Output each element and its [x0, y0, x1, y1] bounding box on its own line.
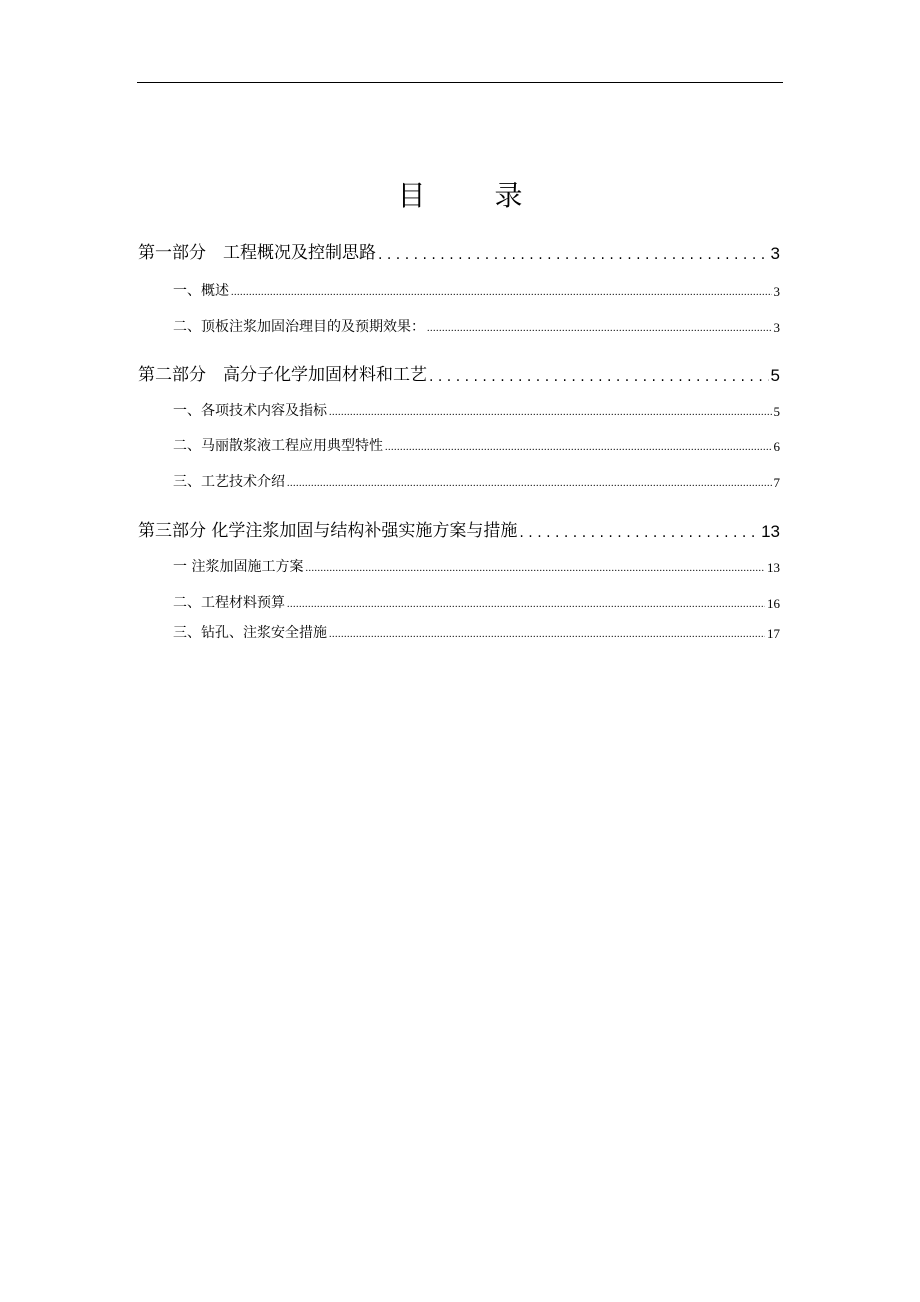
toc-entry-1-1[interactable]: [173, 278, 780, 298]
toc-entry-2-1[interactable]: [173, 398, 780, 418]
toc-entry-1-2[interactable]: [173, 314, 780, 334]
toc-page-number: 3: [773, 320, 780, 335]
toc-page-number: 5: [773, 404, 780, 419]
header-rule: [137, 82, 783, 83]
toc-entry-3-3[interactable]: [173, 620, 780, 640]
toc-entry-3-2[interactable]: [173, 590, 780, 610]
toc-leader-dots: [329, 404, 772, 418]
toc-entry-label: 三、工艺技术介绍: [173, 474, 285, 490]
toc-page-number: 7: [773, 475, 780, 490]
toc-entry-3-1[interactable]: [173, 554, 780, 574]
toc-entry-part-1[interactable]: [138, 238, 780, 262]
toc-entry-label: 一、各项技术内容及指标: [173, 403, 327, 419]
toc-entry-label: 一 注浆加固施工方案: [173, 559, 304, 575]
toc-page-number: 13: [767, 560, 780, 575]
toc-entry-label: 第二部分 高分子化学加固材料和工艺: [138, 365, 427, 385]
toc-leader-dots: [519, 523, 759, 540]
toc-entry-part-3[interactable]: [138, 516, 780, 540]
toc-entry-2-2[interactable]: [173, 433, 780, 453]
toc-entry-label: 二、顶板注浆加固治理目的及预期效果：: [173, 319, 425, 335]
toc-leader-dots: [287, 475, 772, 489]
toc-entry-label: 二、工程材料预算: [173, 595, 285, 611]
toc-leader-dots: [429, 367, 769, 384]
toc-leader-dots: [427, 320, 772, 334]
toc-entry-label: 第一部分 工程概况及控制思路: [138, 243, 376, 263]
toc-leader-dots: [305, 560, 765, 574]
toc-title: 目 录: [397, 179, 553, 212]
toc-page-number: 5: [770, 366, 780, 385]
toc-entry-label: 二、马丽散浆液工程应用典型特性: [173, 438, 383, 454]
toc-page-number: 16: [767, 596, 780, 611]
toc-entry-label: 三、钻孔、注浆安全措施: [173, 625, 327, 641]
toc-leader-dots: [231, 284, 772, 298]
toc-leader-dots: [329, 626, 765, 640]
toc-leader-dots: [385, 439, 772, 453]
toc-page-number: 6: [773, 439, 780, 454]
toc-leader-dots: [287, 596, 765, 610]
toc-leader-dots: [378, 245, 769, 262]
toc-page-number: 3: [770, 244, 780, 263]
toc-entry-label: 一、概述: [173, 283, 229, 299]
toc-entry-label: 第三部分 化学注浆加固与结构补强实施方案与措施: [138, 521, 518, 541]
toc-page-number: 3: [773, 284, 780, 299]
toc-page-number: 13: [761, 522, 780, 541]
toc-entry-2-3[interactable]: [173, 469, 780, 489]
toc-entry-part-2[interactable]: [138, 360, 780, 384]
toc-page-number: 17: [767, 626, 780, 641]
